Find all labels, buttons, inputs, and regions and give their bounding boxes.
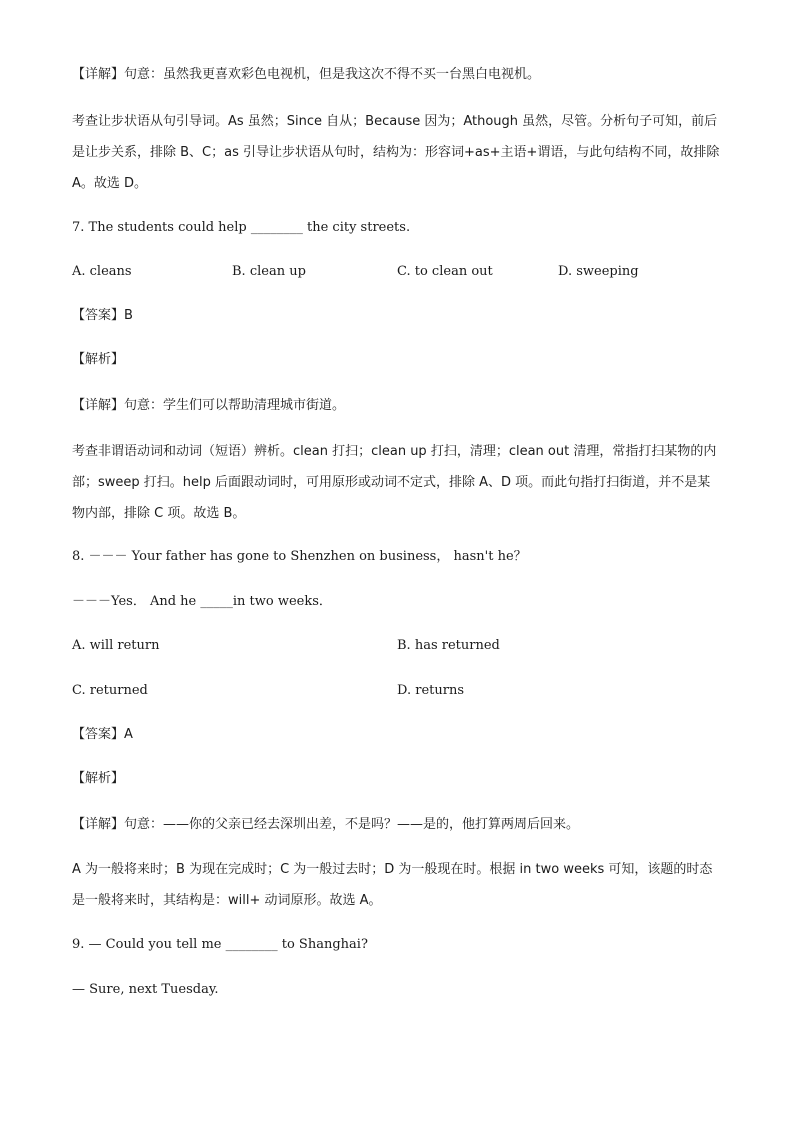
q7-option-a: A. cleans — [72, 264, 132, 279]
answer-value: B — [124, 308, 133, 323]
q8-analysis-heading: 【解析】 — [72, 771, 125, 786]
q8-option-c: C. returned — [72, 683, 148, 698]
q8-stem: 8. －－－ Your father has gone to Shenzhen on business， hasn't he？ — [72, 549, 527, 564]
q8-option-b: B. has returned — [397, 638, 500, 653]
answer-tag: 【答案】 — [72, 308, 125, 323]
q6-analysis: 考查让步状语从句引导词。As 虽然；Since 自从；Because 因为；Athough 虽然，尽管。分析句子可知，前后是让步关系，排除 B、C；as 引导让步状语从句时，结构为：形容词+as+主语+谓语，与此句结构不同，故排除 A。故选 D。 — [72, 114, 720, 191]
detail-text: 句意：——你的父亲已经去深圳出差，不是吗？——是的，他打算两周后回来。 — [124, 817, 580, 832]
q7-option-b: B. clean up — [232, 264, 306, 279]
q6-detail — [72, 65, 540, 85]
q7-option-d: D. sweeping — [558, 264, 639, 279]
answer-value: A — [124, 727, 133, 742]
detail-text: 句意：学生们可以帮助清理城市街道。 — [124, 398, 346, 413]
q8-analysis: A 为一般将来时；B 为现在完成时；C 为一般过去时；D 为一般现在时。根据 in two weeks 可知，该题的时态是一般将来时，其结构是：will+ 动词原形。故选 A。 — [72, 862, 713, 908]
detail-tag: 【详解】 — [72, 67, 125, 82]
detail-tag: 【详解】 — [72, 398, 125, 413]
q7-option-c: C. to clean out — [397, 264, 493, 279]
q8-detail — [72, 815, 579, 835]
q8-reply: －－－Yes． And he _____in two weeks． — [72, 594, 332, 609]
q7-analysis-heading: 【解析】 — [72, 352, 125, 367]
q9-stem: 9. — Could you tell me ________ to Shanghai? — [72, 937, 368, 952]
q7-answer — [72, 306, 133, 326]
q7-detail — [72, 396, 345, 416]
detail-text: 句意：虽然我更喜欢彩色电视机，但是我这次不得不买一台黑白电视机。 — [124, 67, 541, 82]
q9-reply: — Sure, next Tuesday. — [72, 982, 219, 997]
q7-stem: 7. The students could help ________ the city streets. — [72, 220, 411, 235]
q8-answer — [72, 725, 133, 745]
answer-tag: 【答案】 — [72, 727, 125, 742]
q8-option-d: D. returns — [397, 683, 464, 698]
detail-tag: 【详解】 — [72, 817, 125, 832]
q8-option-a: A. will return — [72, 638, 160, 653]
q7-analysis: 考查非谓语动词和动词（短语）辨析。clean 打扫；clean up 打扫，清理；clean out 清理，常指打扫某物的内部；sweep 打扫。help 后面跟动词时，可用原形或动词不定式，排除 A、D 项。而此句指打扫街道，并不是某物内部，排除 C 项。故选 B。 — [72, 444, 717, 521]
